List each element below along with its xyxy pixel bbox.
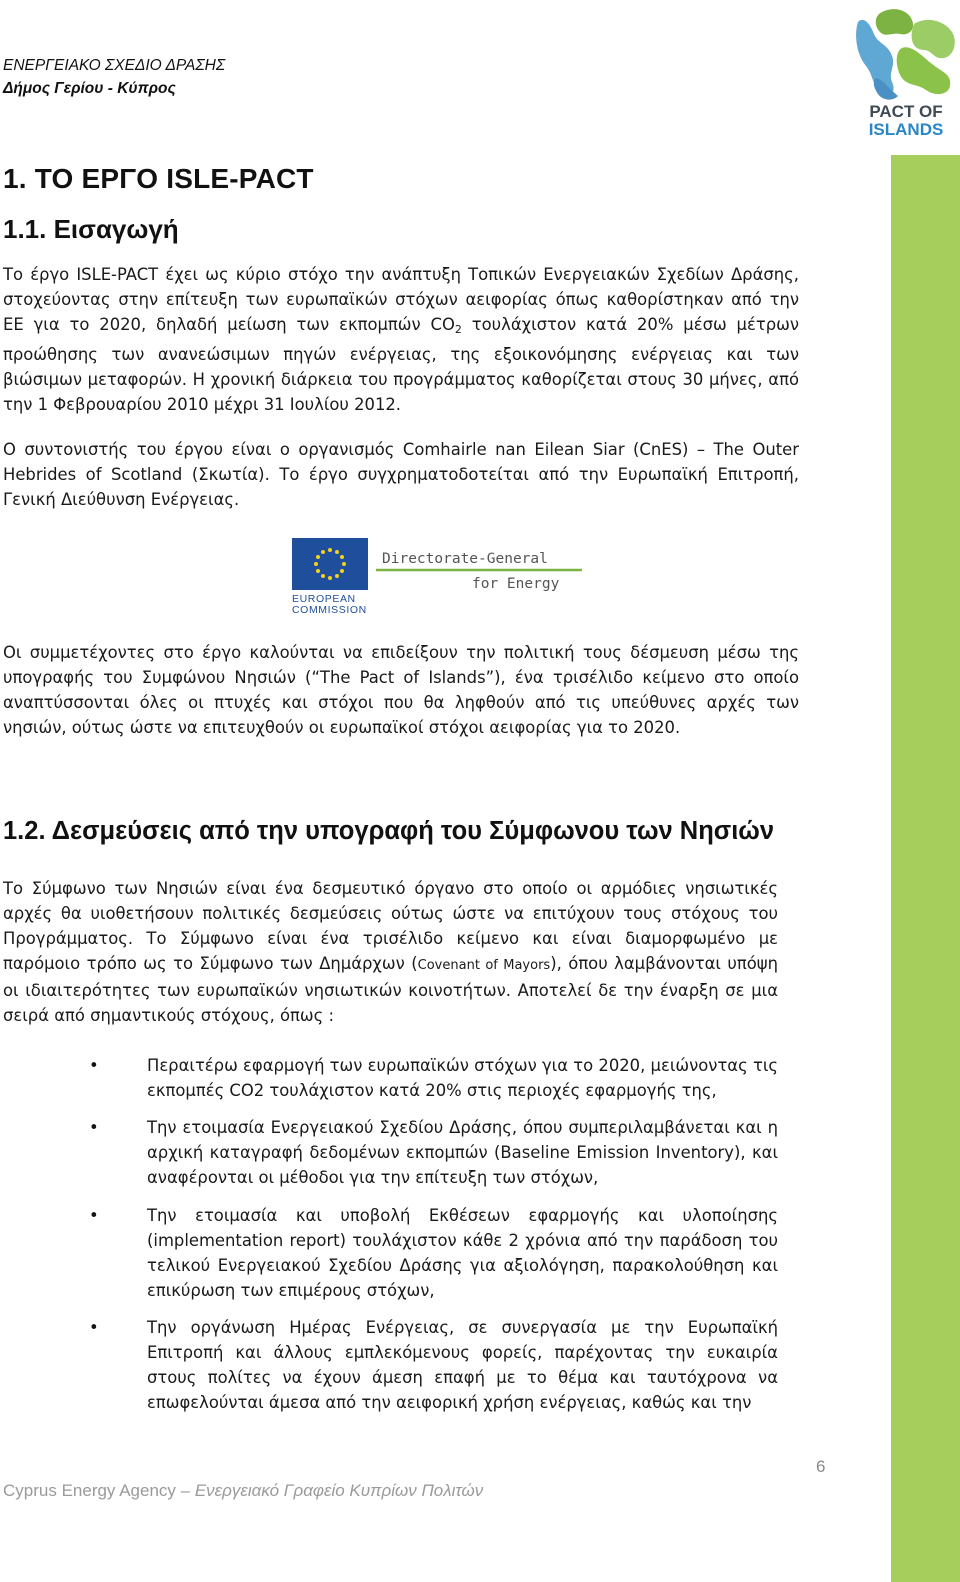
intro-paragraph	[3, 262, 799, 417]
covenant-of-mayors: Covenant of Mayors	[417, 958, 551, 973]
eu-dg-energy-logo	[292, 538, 582, 616]
bullet-icon: •	[89, 1118, 99, 1137]
intro-text-b: τουλάχιστον κατά 20% μέσω μέτρων προώθησης των ανανεώσιμων πηγών ενέργειας, της εξοικονόμησης ενέργειας και των βιώσιμων μεταφορών. Η χρονική διάρκεια του προγράμματος καθορίζεται στους 30 μήνες, από την 1 Φεβρουαρίου 2010 μέχρι 31 Ιουλίου 2012.	[3, 315, 799, 414]
section-heading-1: 1. ΤΟ ΕΡΓΟ ISLE-PACT	[3, 163, 314, 194]
co2-subscript: 2	[454, 323, 462, 336]
footer-org: Cyprus Energy Agency	[3, 1481, 176, 1500]
list-item-text: Την ετοιμασία και υποβολή Εκθέσεων εφαρμογής και υλοποίησης (implementation report) τουλάχιστον κάθε 2 χρόνια από την παράδοση του τελικού Ενεργειακού Σχεδίου Δράσης για αξιολόγηση, παρακολούθηση και επικύρωση των επιμέρους στόχων,	[147, 1206, 778, 1300]
bullet-icon: •	[89, 1056, 99, 1075]
logo-line2: ISLANDS	[868, 120, 944, 139]
footer-dash: –	[175, 1481, 195, 1500]
page-number: 6	[816, 1457, 826, 1476]
dg-label-1: Directorate-General	[382, 551, 548, 567]
coordinator-paragraph: Ο συντονιστής του έργου είναι ο οργανισμός Comhairle nan Eilean Siar (CnES) – The Outer Hebrides of Scotland (Σκωτία). Το έργο συγχρηματοδοτείται από την Ευρωπαϊκή Επιτροπή, Γενική Διεύθυνση Ενέργειας.	[3, 440, 799, 509]
side-green-bar	[891, 155, 960, 1582]
dg-label-2: for Energy	[472, 576, 560, 592]
subsection-heading-1-1: 1.1. Εισαγωγή	[3, 214, 179, 244]
eu-flag	[292, 538, 368, 590]
header-subtitle: Δήμος Γερίου - Κύπρος	[3, 80, 176, 97]
pact-text-a: Το Σύμφωνο των Νησιών είναι ένα δεσμευτικό όργανο στο οποίο οι αρμόδιες νησιωτικές αρχές θα υιοθετήσουν πολιτικές δεσμεύσεις ούτως ώστε να επιτύχουν τους στόχους του Προγράμματος. Το Σύμφωνο είναι ένα τρισέλιδο κείμενο και είναι διαμορφωμένο με παρόμοιο τρόπο ως το Σύμφωνο των Δημάρχων (	[3, 879, 778, 973]
intro-text-a: Το έργο ISLE-PACT έχει ως κύριο στόχο την ανάπτυξη Τοπικών Ενεργειακών Σχεδίων Δράσης, στοχεύοντας στην επίτευξη των ευρωπαϊκών στόχων αειφορίας όπως καθορίστηκαν από την ΕΕ για το 2020, δηλαδή μείωση των εκπομπών CO	[3, 265, 799, 334]
pact-paragraph	[3, 876, 778, 1028]
pact-text-b: ), όπου λαμβάνονται υπόψη οι ιδιαιτερότητες των ευρωπαϊκών νησιωτικών κοινοτήτων. Αποτελεί δε την έναρξη σε μια σειρά από σημαντικούς στόχους, όπως :	[3, 954, 778, 1025]
list-item-text: Περαιτέρω εφαρμογή των ευρωπαϊκών στόχων για το 2020, μειώνοντας τις εκπομπές CO2 τουλάχιστον κατά 20% στις περιοχές εφαρμογής της,	[147, 1056, 778, 1100]
bullet-icon: •	[89, 1206, 99, 1225]
document-header	[3, 54, 225, 100]
pact-of-islands-logo	[852, 4, 960, 140]
list-item-text: Την ετοιμασία Ενεργειακού Σχεδίου Δράσης, όπου συμπεριλαμβάνεται και η αρχική καταγραφή δεδομένων εκπομπών (Baseline Emission Inventory), και αναφέρονται οι μέθοδοι για την επίτευξη των στόχων,	[147, 1118, 778, 1187]
header-title: ΕΝΕΡΓΕΙΑΚΟ ΣΧΕΔΙΟ ΔΡΑΣΗΣ	[3, 57, 226, 74]
logo-line1: PACT OF	[869, 102, 943, 121]
list-item-text: Την οργάνωση Ημέρας Ενέργειας, σε συνεργασία με την Ευρωπαϊκή Επιτροπή και άλλους εμπλεκόμενους φορείς, παρέχοντας την ευκαιρία στους πολίτες να έχουν άμεση επαφή με το θέμα και ταυτόχρονα να επωφελούνται άμεσα από την αειφορική χρήση ενέργειας, καθώς και την	[147, 1318, 778, 1412]
bullet-icon: •	[89, 1318, 99, 1337]
document-footer	[3, 1481, 483, 1501]
eu-label-2: COMMISSION	[292, 604, 367, 616]
participants-paragraph: Οι συμμετέχοντες στο έργο καλούνται να επιδείξουν την πολιτική τους δέσμευση μέσω της υπογραφής του Συμφώνου Νησιών (“The Pact of Islands”), ένα τρισέλιδο κείμενο στο οποίο αναπτύσσονται όλες οι πτυχές και στόχοι που θα ληφθούν από τις υπεύθυνες αρχές των νησιών, ούτως ώστε να επιτευχθούν οι ευρωπαϊκοί στόχοι αειφορίας για το 2020.	[3, 643, 799, 737]
subsection-heading-1-2: 1.2. Δεσμεύσεις από την υπογραφή του Σύμφωνου των Νησιών	[3, 817, 775, 845]
footer-greek: Ενεργειακό Γραφείο Κυπρίων Πολιτών	[194, 1481, 484, 1500]
eu-label-1: EUROPEAN	[292, 593, 356, 605]
